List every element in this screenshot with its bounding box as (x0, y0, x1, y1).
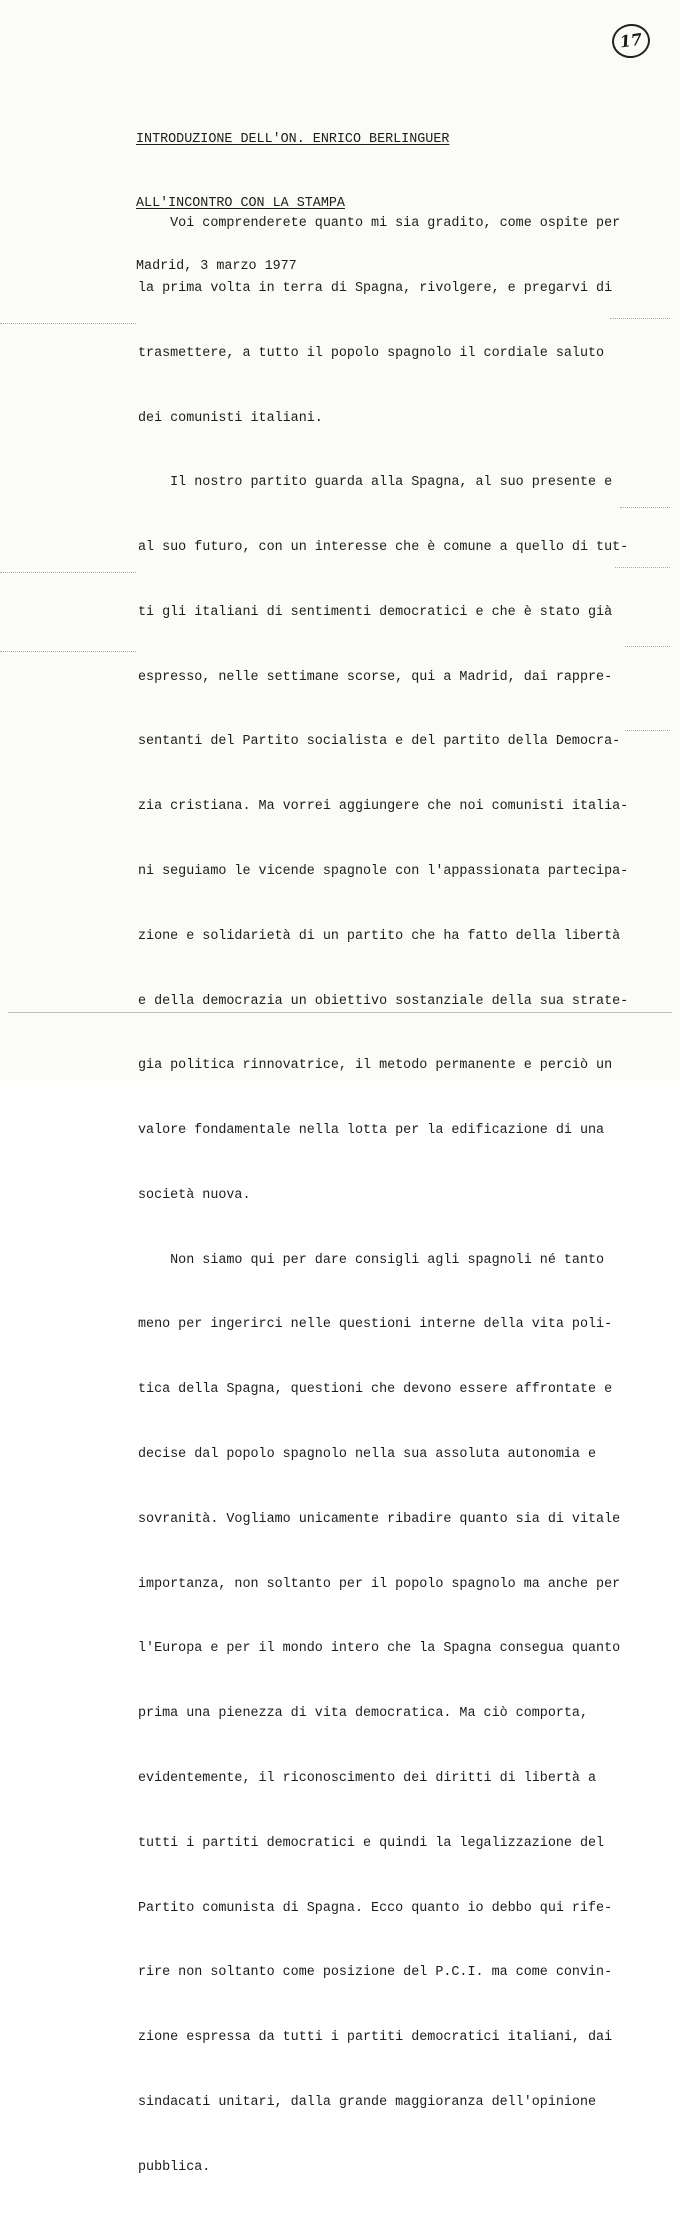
bleed-mark (610, 318, 670, 321)
body-line: la prima volta in terra di Spagna, rivolgere, e pregarvi di (138, 280, 613, 296)
body-line: sentanti del Partito socialista e del partito della Democra- (138, 734, 621, 750)
body-line: decise dal popolo spagnolo nella sua assoluta autonomia e (138, 1447, 597, 1463)
bleed-mark (0, 572, 136, 575)
body-line: ni seguiamo le vicende spagnole con l'appassionata partecipa- (138, 864, 629, 879)
body-line: al suo futuro, con un interesse che è comune a quello di tut- (138, 540, 629, 556)
body-line: prima una pienezza di vita democratica. Ma ciò comporta, (138, 1706, 588, 1722)
dateline: Madrid, 3 marzo 1977 (136, 259, 297, 275)
body-line: evidentemente, il riconoscimento dei diritti di libertà a (138, 1770, 597, 1786)
body-line: Il nostro partito guarda alla Spagna, al suo presente e (138, 475, 613, 491)
body-line: rire non soltanto come posizione del P.C.I. ma come convin- (138, 1965, 613, 1981)
body-line: Non siamo qui per dare consigli agli spagnoli né tanto (138, 1252, 605, 1268)
document-body (138, 170, 638, 2221)
bleed-mark (620, 507, 670, 510)
body-line: zione espressa da tutti i partiti democratici italiani, dai (138, 2030, 613, 2046)
bleed-mark (625, 730, 670, 733)
bleed-mark (0, 651, 136, 654)
body-line: società nuova. (138, 1187, 251, 1203)
body-line: e della democrazia un obiettivo sostanziale della sua strate- (138, 993, 629, 1009)
body-line: gia politica rinnovatrice, il metodo permanente e perciò un (138, 1058, 613, 1074)
body-line: valore fondamentale nella lotta per la edificazione di una (138, 1123, 605, 1139)
document-subtitle: ALL'INCONTRO CON LA STAMPA (136, 195, 345, 211)
body-line: meno per ingerirci nelle questioni interne della vita poli- (138, 1317, 613, 1333)
body-line: tica della Spagna, questioni che devono essere affrontate e (138, 1382, 613, 1398)
page-bottom-edge (8, 1012, 672, 1013)
body-line: zia cristiana. Ma vorrei aggiungere che noi comunisti italia- (138, 799, 629, 815)
bleed-mark (615, 567, 670, 570)
bleed-mark (0, 323, 136, 326)
body-line: l'Europa e per il mondo intero che la Spagna consegua quanto (138, 1641, 621, 1657)
body-line: trasmettere, a tutto il popolo spagnolo il cordiale saluto (138, 345, 605, 361)
body-line: sovranità. Vogliamo unicamente ribadire quanto sia di vitale (138, 1511, 621, 1527)
document-title: INTRODUZIONE DELL'ON. ENRICO BERLINGUER (136, 132, 450, 147)
bleed-mark (625, 646, 670, 649)
body-line: dei comunisti italiani. (138, 410, 323, 426)
body-line: Voi comprenderete quanto mi sia gradito, come ospite per (138, 216, 621, 232)
body-line: pubblica. (138, 2159, 211, 2175)
body-line: zione e solidarietà di un partito che ha fatto della libertà (138, 928, 621, 944)
body-line: importanza, non soltanto per il popolo spagnolo ma anche per (138, 1576, 621, 1592)
body-line: tutti i partiti democratici e quindi la legalizzazione del (138, 1835, 605, 1851)
body-line: espresso, nelle settimane scorse, qui a Madrid, dai rappre- (138, 669, 613, 685)
body-line: ti gli italiani di sentimenti democratici e che è stato già (138, 604, 613, 620)
page-number-stamp: 17 (610, 22, 652, 61)
body-line: sindacati unitari, dalla grande maggioranza dell'opinione (138, 2094, 597, 2110)
body-line: Partito comunista di Spagna. Ecco quanto io debbo qui rife- (138, 1900, 613, 1916)
